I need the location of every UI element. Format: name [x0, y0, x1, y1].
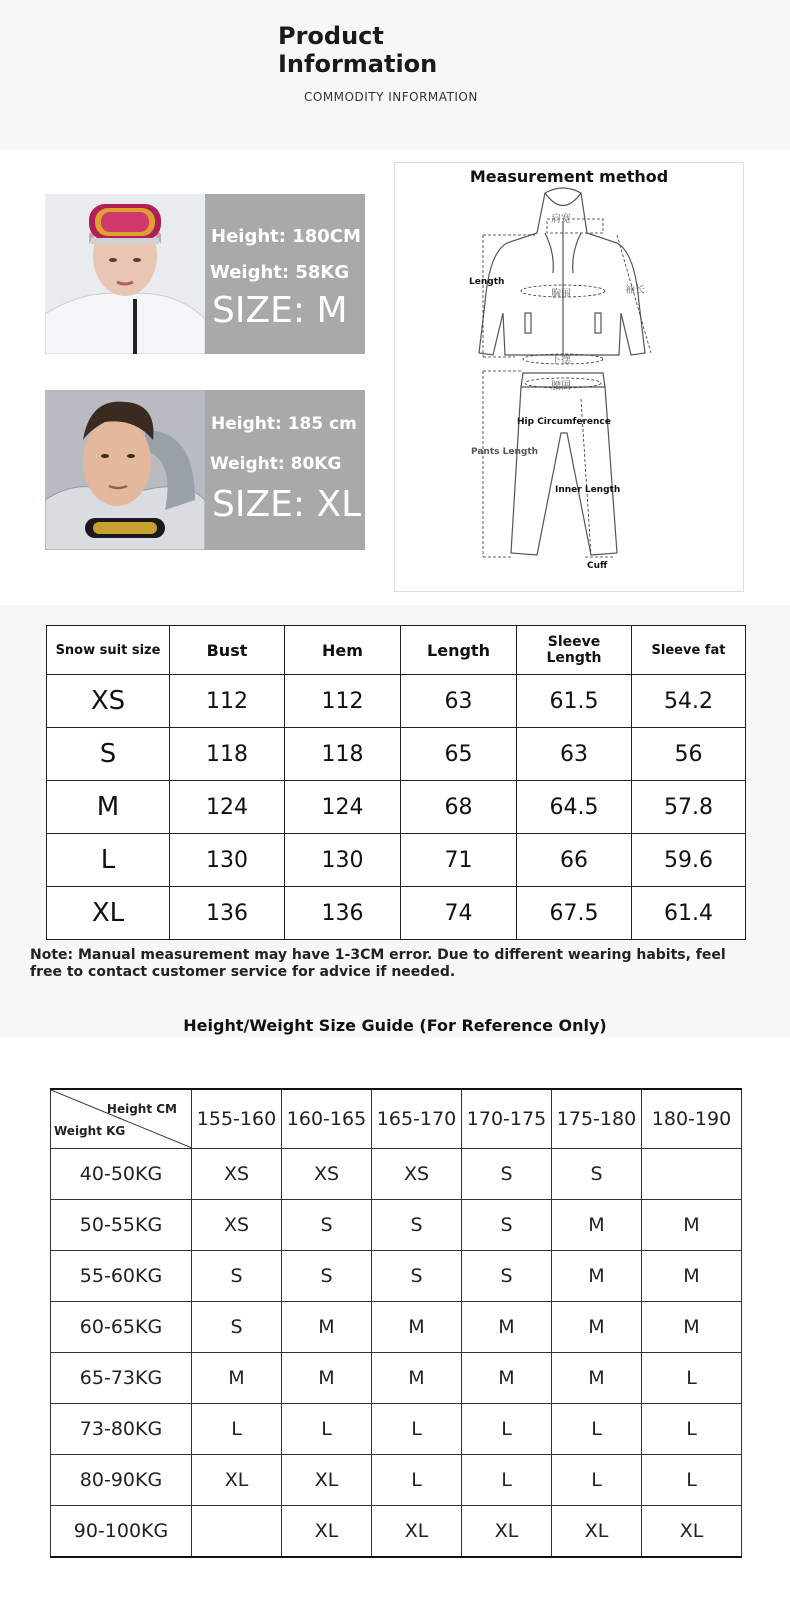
- value-cell: 63: [517, 728, 632, 781]
- table-row: [51, 1302, 742, 1353]
- size-cell: S: [462, 1149, 552, 1200]
- size-cell: L: [642, 1353, 742, 1404]
- weight-cell: 80-90KG: [51, 1455, 192, 1506]
- size-cell: S: [462, 1251, 552, 1302]
- size-cell: M: [642, 1200, 742, 1251]
- model-info-male: [205, 390, 365, 550]
- size-cell: XL: [47, 887, 170, 940]
- value-cell: 61.5: [517, 675, 632, 728]
- weight-cell: 90-100KG: [51, 1506, 192, 1558]
- label-shoulder: 肩宽: [551, 214, 571, 225]
- table-row: [47, 728, 746, 781]
- value-cell: 59.6: [632, 834, 746, 887]
- model-height: Height: 185 cm: [211, 414, 357, 434]
- header-cell: Sleeve Length: [517, 626, 632, 675]
- guide-title: Height/Weight Size Guide (For Reference Only): [183, 1016, 607, 1035]
- header-cell: Sleeve fat: [632, 626, 746, 675]
- size-cell: M: [552, 1251, 642, 1302]
- size-cell: XS: [192, 1149, 282, 1200]
- table-row: [47, 834, 746, 887]
- size-cell: XL: [192, 1455, 282, 1506]
- table-row: [51, 1353, 742, 1404]
- corner-cell: [51, 1089, 192, 1149]
- page-title: [278, 22, 437, 78]
- size-cell: L: [642, 1404, 742, 1455]
- page-title-line1: Product: [278, 22, 384, 50]
- size-cell: XS: [282, 1149, 372, 1200]
- size-cell: S: [372, 1200, 462, 1251]
- size-cell: M: [642, 1251, 742, 1302]
- size-cell: M: [282, 1302, 372, 1353]
- size-cell: S: [192, 1251, 282, 1302]
- size-cell: L: [462, 1455, 552, 1506]
- label-waist: 腰围: [551, 381, 571, 392]
- value-cell: 124: [170, 781, 285, 834]
- label-hem: 下摆: [551, 355, 571, 366]
- model-card-male: [45, 390, 365, 550]
- size-cell: S: [47, 728, 170, 781]
- value-cell: 112: [170, 675, 285, 728]
- size-cell: M: [192, 1353, 282, 1404]
- size-cell: L: [282, 1404, 372, 1455]
- size-cell: S: [282, 1251, 372, 1302]
- table-row: [47, 675, 746, 728]
- model-photo-female: [45, 194, 205, 354]
- weight-cell: 40-50KG: [51, 1149, 192, 1200]
- size-cell: [192, 1506, 282, 1558]
- size-cell: XL: [282, 1455, 372, 1506]
- weight-cell: 60-65KG: [51, 1302, 192, 1353]
- page-subtitle: COMMODITY INFORMATION: [304, 90, 478, 104]
- height-header-cell: 165-170: [372, 1089, 462, 1149]
- value-cell: 136: [170, 887, 285, 940]
- size-cell: XL: [642, 1506, 742, 1558]
- label-length: Length: [469, 277, 505, 287]
- table-row: [51, 1200, 742, 1251]
- model-size: SIZE: M: [212, 290, 348, 331]
- value-cell: 74: [401, 887, 517, 940]
- size-cell: XL: [282, 1506, 372, 1558]
- label-cuff: Cuff: [587, 561, 608, 571]
- label-pants-length: Pants Length: [471, 447, 539, 457]
- header-cell: Hem: [285, 626, 401, 675]
- table-row: [47, 781, 746, 834]
- size-cell: L: [642, 1455, 742, 1506]
- label-chest: 胸围: [551, 289, 571, 300]
- corner-weight-label: Weight KG: [54, 1124, 126, 1138]
- weight-cell: 55-60KG: [51, 1251, 192, 1302]
- header-cell: Snow suit size: [47, 626, 170, 675]
- value-cell: 118: [170, 728, 285, 781]
- value-cell: 66: [517, 834, 632, 887]
- header-cell: Bust: [170, 626, 285, 675]
- height-header-cell: 175-180: [552, 1089, 642, 1149]
- diagonal-divider-icon: [51, 1090, 192, 1148]
- label-sleeve: 袖长: [625, 285, 645, 296]
- measurement-title: Measurement method: [469, 167, 669, 186]
- table-row: [47, 887, 746, 940]
- value-cell: 56: [632, 728, 746, 781]
- size-cell: S: [282, 1200, 372, 1251]
- label-inner-length: Inner Length: [555, 485, 621, 495]
- size-cell: M: [462, 1353, 552, 1404]
- value-cell: 130: [170, 834, 285, 887]
- model-size: SIZE: XL: [212, 484, 362, 525]
- size-cell: S: [372, 1251, 462, 1302]
- size-cell: M: [552, 1200, 642, 1251]
- size-cell: XL: [462, 1506, 552, 1558]
- weight-cell: 65-73KG: [51, 1353, 192, 1404]
- height-header-cell: 160-165: [282, 1089, 372, 1149]
- size-cell: XS: [47, 675, 170, 728]
- label-hip-circumference: Hip Circumference: [517, 417, 611, 427]
- value-cell: 71: [401, 834, 517, 887]
- value-cell: 124: [285, 781, 401, 834]
- header-cell: Length: [401, 626, 517, 675]
- size-cell: M: [372, 1302, 462, 1353]
- page-title-line2: Information: [278, 50, 438, 78]
- size-cell: S: [192, 1302, 282, 1353]
- size-cell: S: [552, 1149, 642, 1200]
- size-cell: L: [372, 1404, 462, 1455]
- height-header-cell: 155-160: [192, 1089, 282, 1149]
- value-cell: 112: [285, 675, 401, 728]
- value-cell: 136: [285, 887, 401, 940]
- corner-height-label: Height CM: [106, 1102, 177, 1116]
- size-cell: M: [552, 1353, 642, 1404]
- model-weight: Weight: 80KG: [210, 454, 342, 474]
- size-cell: M: [372, 1353, 462, 1404]
- height-header-cell: 170-175: [462, 1089, 552, 1149]
- weight-cell: 50-55KG: [51, 1200, 192, 1251]
- model-card-female: [45, 194, 365, 354]
- measurement-diagram: [394, 162, 744, 592]
- value-cell: 54.2: [632, 675, 746, 728]
- size-cell: XS: [372, 1149, 462, 1200]
- size-cell: M: [47, 781, 170, 834]
- table-row: [51, 1404, 742, 1455]
- size-cell: M: [642, 1302, 742, 1353]
- size-cell: M: [282, 1353, 372, 1404]
- value-cell: 63: [401, 675, 517, 728]
- table-row: [51, 1251, 742, 1302]
- size-cell: L: [552, 1455, 642, 1506]
- size-cell: L: [47, 834, 170, 887]
- size-cell: L: [192, 1404, 282, 1455]
- value-cell: 67.5: [517, 887, 632, 940]
- weight-cell: 73-80KG: [51, 1404, 192, 1455]
- value-cell: 61.4: [632, 887, 746, 940]
- guide-header-row: [51, 1089, 742, 1149]
- value-cell: 130: [285, 834, 401, 887]
- size-cell: L: [462, 1404, 552, 1455]
- model-info-female: [205, 194, 365, 354]
- model-photo-male: [45, 390, 205, 550]
- table-row: [51, 1506, 742, 1558]
- size-chart-table: [46, 625, 746, 940]
- size-cell: XS: [192, 1200, 282, 1251]
- size-cell: S: [462, 1200, 552, 1251]
- size-cell: M: [552, 1302, 642, 1353]
- height-weight-table: [50, 1088, 742, 1558]
- size-cell: XL: [552, 1506, 642, 1558]
- size-cell: M: [462, 1302, 552, 1353]
- value-cell: 64.5: [517, 781, 632, 834]
- height-header-cell: 180-190: [642, 1089, 742, 1149]
- size-table-header: [47, 626, 746, 675]
- value-cell: 65: [401, 728, 517, 781]
- value-cell: 57.8: [632, 781, 746, 834]
- size-cell: L: [372, 1455, 462, 1506]
- size-cell: L: [552, 1404, 642, 1455]
- value-cell: 68: [401, 781, 517, 834]
- size-cell: XL: [372, 1506, 462, 1558]
- table-row: [51, 1149, 742, 1200]
- model-height: Height: 180CM: [211, 226, 361, 247]
- value-cell: 118: [285, 728, 401, 781]
- size-cell: [642, 1149, 742, 1200]
- table-row: [51, 1455, 742, 1506]
- measurement-note: Note: Manual measurement may have 1-3CM error. Due to different wearing habits, feel free to contact customer service for advice if needed.: [30, 947, 726, 980]
- model-weight: Weight: 58KG: [210, 262, 350, 283]
